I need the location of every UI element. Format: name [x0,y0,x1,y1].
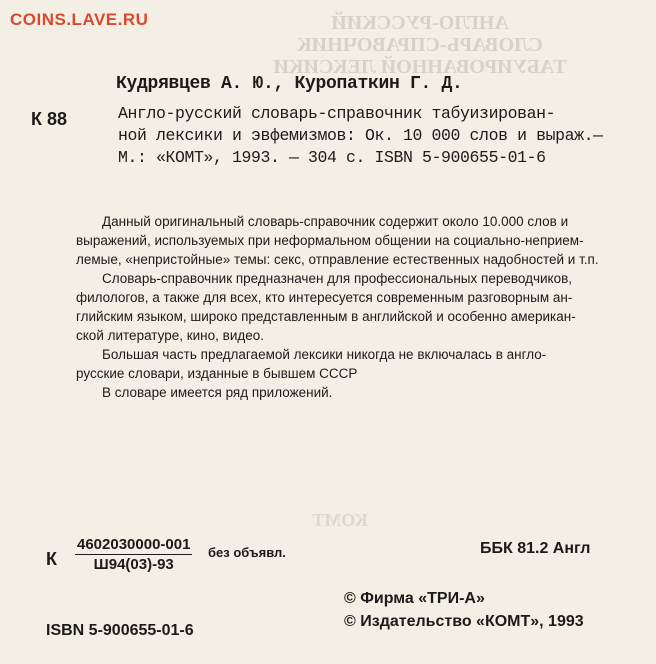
authors: Кудрявцев А. Ю., Куропаткин Г. Д. [116,74,463,94]
abstract-line: выражений, используемых при неформальном общении на социально-неприем- [76,233,584,248]
abstract-line: глийским языком, широко представленным в английской и особенно американ- [76,309,576,324]
abstract-line: Большая часть предлагаемой лексики никогда не включалась в англо- [102,347,547,362]
bleed-line: СЛОВАРЬ-СПРАВОЧНИК [297,34,543,56]
biblio-line: ной лексики и эвфемизмов: Ок. 10 000 слов и выраж.— [118,126,603,145]
bleed-through-text [190,12,650,78]
bleed-through-text-bottom [230,510,450,530]
abstract [76,212,626,402]
copyright-firm: © Фирма «ТРИ-А» [344,590,485,607]
abstract-line: ской литературе, кино, видео. [76,328,265,343]
k-symbol: К [46,549,57,569]
abstract-line: В словаре имеется ряд приложений. [102,385,333,400]
fraction-denominator: Ш94(03)-93 [93,556,174,573]
watermark: COINS.LAVE.RU [10,10,149,29]
abstract-line: Данный оригинальный словарь-справочник содержит около 10.000 слов и [102,214,569,229]
abstract-line: филологов, а также для всех, кто интересуется современным разговорным ан- [76,290,573,305]
copyright-publisher: © Издательство «КОМТ», 1993 [344,613,584,630]
biblio-line: Англо-русский словарь-справочник табуизирован- [118,104,556,123]
isbn: ISBN 5-900655-01-6 [46,622,194,639]
abstract-line: лемые, «непристойные» темы: секс, отправление естественных надобностей и т.п. [76,252,599,267]
catalog-fraction [75,536,192,573]
abstract-line: Словарь-справочник предназначен для профессиональных переводчиков, [102,271,573,286]
fraction-numerator: 4602030000-001 [77,536,191,553]
bbk-code: ББК 81.2 Англ [480,540,591,557]
no-ad-label: без объявл. [208,545,286,560]
abstract-line: русские словари, изданные в бывшем СССР [76,366,358,381]
bleed-line: АНГЛО-РУССКИЙ [331,12,509,34]
bleed-line: ТАБУИРОВАННОЙ ЛЕКСИКИ [273,56,567,78]
classification-code: К 88 [31,109,68,129]
biblio-line: М.: «КОМТ», 1993. — 304 с. ISBN 5-900655-01-6 [118,148,546,167]
bibliographic-record [118,103,633,169]
bleed-line: КОМТ [312,510,368,530]
